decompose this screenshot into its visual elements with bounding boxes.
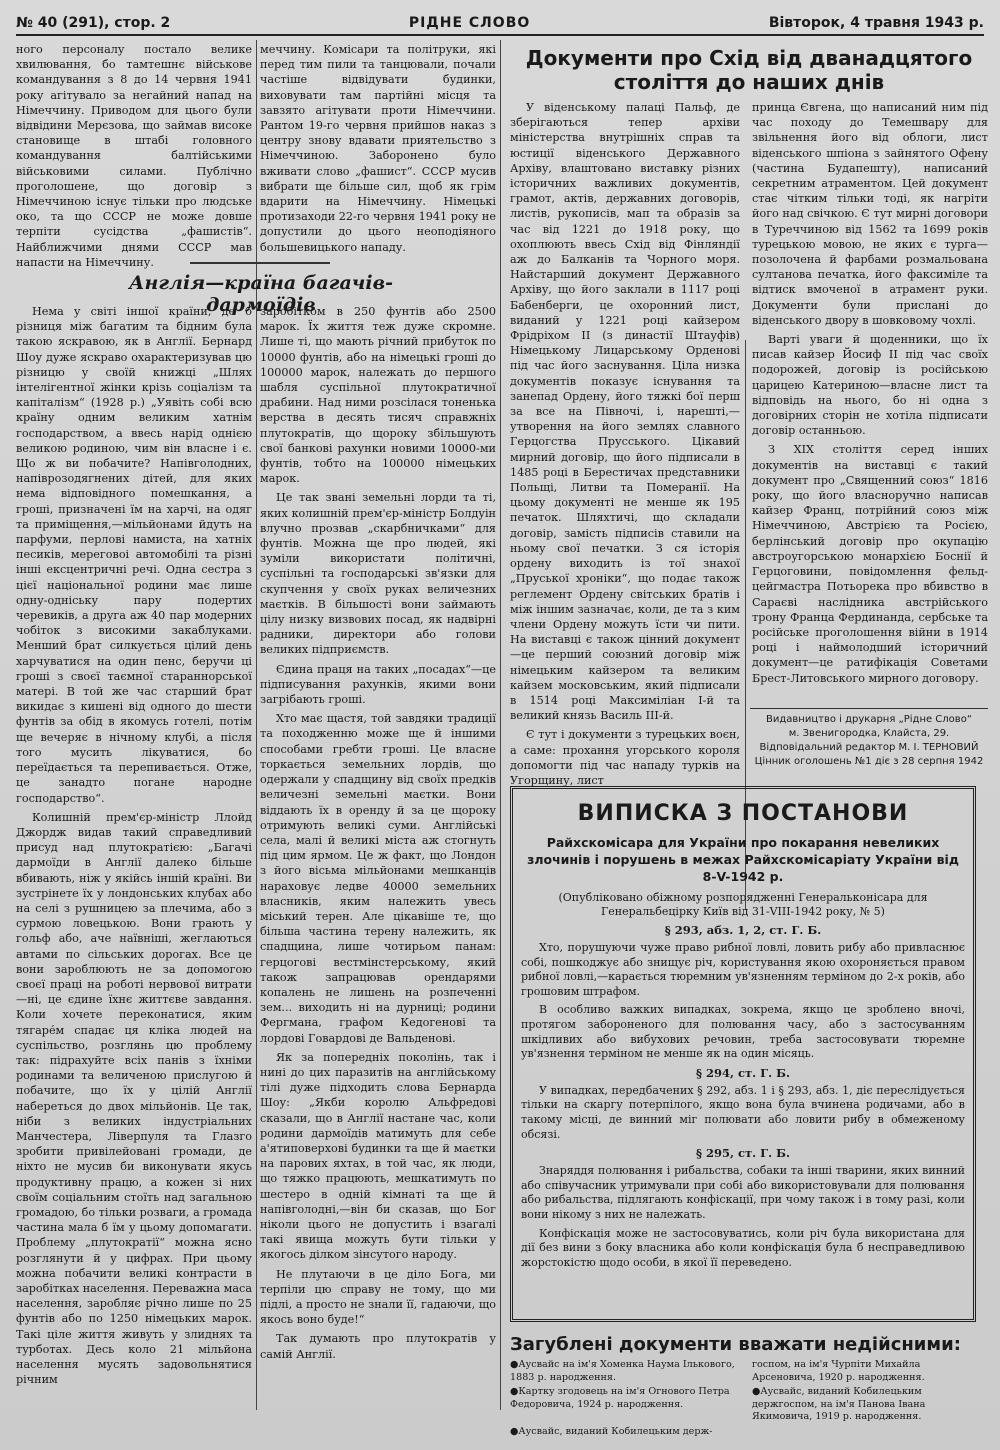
- decree-paragraph: Хто, порушуючи чуже право рибної ловлі, ловить рибу або привласнює собі, пошкоджує або знищує річ, користування якою охороняється правом рибної ловлі,—карається тюремним ув'язненням терміном до 2-х років, або грошовим штрафом.: [521, 941, 965, 998]
- decree-section: § 295, ст. Г. Б.: [696, 1146, 790, 1161]
- column-rule: [256, 40, 257, 1410]
- article-paragraph: Єдина праця на таких „посадах“—це підписування рахунків, якими вони загрібають гроші.: [260, 662, 496, 707]
- divider-ornament: [190, 262, 330, 264]
- column-rule: [500, 40, 501, 1410]
- continued-article-col2: [260, 42, 496, 256]
- article-paragraph: Хто має щастя, той завдяки традиції та походженню може ще й іншими способами гребти гроші. Це власне торкається земельних лордів, що одержали у спадщину від своїх предків величезні земельні маєтки. Вони віддають їх в оренду й за це щороку отримують великі суми. Англійські села, малі й великі міста аж стогнуть під цим ярмом. Це ж факт, що Лондон з його вісьма мільйонами мешканців нараховує ледве 40000 земельних власників, яким належить увесь міський терен. Але цікавіше те, що більша частина терену належить, як спадщина, лише чотирьом панам: герцогові вестмінстерському, який також запрацював орендарями копалень не лишень на розпеченні зем... виходить ні на дурниці; родини Фергмана, графом Кедогенові та лордові Говардові де Вальденові.: [260, 712, 496, 1045]
- article-paragraph: принца Євгена, що написаний ним під час походу до Темешвару для звільнення його від облоги, лист віденського шпіона з зайнятого Офену (частина Будапешту), написаний секретним атраментом. Цей документ стає чітким тільки тоді, як нагріти його над свічкою. Є тут мирні договори в Туреччиною від 1562 та 1699 років турецькою мовою, не яких є турга—позолочена й фарбами розмальована султанова печатка, його факсиміле та відтиск вмоченої в атрамент руки. Документи були прислані до віденського двору в шовковому чохлі.: [752, 101, 988, 327]
- list-item: ●Аусвайс на ім'я Хоменка Наума Ількового, 1883 р. народження.: [510, 1359, 735, 1383]
- decree-section: § 293, абз. 1, 2, ст. Г. Б.: [664, 923, 822, 937]
- continued-article-col1: [16, 42, 252, 269]
- decree-title: ВИПИСКА З ПОСТАНОВИ: [577, 801, 909, 826]
- imprint-line: Цінник оголошень №1 діє з 28 серпня 1942: [754, 756, 984, 767]
- article-paragraph: З XIX століття серед інших документів на виставці є такий документ про „Священний союз“ 1816 року, що його власноручно написав кайзер Франц, потрійний союз між Німеччиною, Австрією та Росією, берлінський договір про окупацію австроугорською монархією Боснії й Герцоговини, повідомлення фельд-цейгмастра Потьорека про вбивство в Сараєві наслідника австрійського трону Франца Фердинанда, сербське та російське проголошення війни в 1914 році і наймолодший історичний документ—це ратифікація Советами Брест-Литовського мирного договору.: [752, 443, 988, 685]
- lost-documents-title: Загублені документи вважати недійсними:: [510, 1334, 961, 1355]
- article-paragraph: Так думають про плутократів у самій Англії.: [260, 1332, 496, 1361]
- lost-documents-section: [510, 1334, 986, 1440]
- decree-paragraph: У випадках, передбачених § 292, абз. 1 і § 293, абз. 1, діє переслідується тільки на скаргу потерпілого, якщо вона була вчинена родичами, або в такому місці, де винний міг полювати або ловити рибу в обмеженому обсязі.: [521, 1083, 965, 1141]
- england-article-col2: [260, 304, 496, 1404]
- article-paragraph: ного персоналу постало велике хвилювання, бо тамтешнє військове командування з 8 до 14 червня 1941 року агітувало за негайний напад на Німеччину. Приводом для цього були відвідини Мерєзова, що займав високе становище в штабі головного командування балтійськими військовими силами. Публічно проголошене, що договір з Німеччиною існує тільки про людське око, та що СССР не може довше терпіти сусідства „фашистів“. Найближчими днями СССР мав напасти на Німеччину.: [16, 43, 252, 269]
- article-paragraph: Варті уваги й щоденники, що їх писав кайзер Йосиф II під час своїх подорожей, договір із російською царицею Катериною—власне лист та відповідь на нього, бо ні одна з договірних сторін не хотіла підписати договір останньою.: [752, 333, 988, 438]
- decree-box: [510, 786, 976, 1322]
- header-issue: № 40 (291), стор. 2: [16, 15, 171, 31]
- documents-article-title: Документи про Схід від дванадцятого століття до наших днів: [525, 46, 973, 94]
- article-paragraph: Це так звані земельні лорди та ті, яких колишній прем'єр-міністр Болдуін влучно прозвав „скарбничками“ для фунтів. Можна ще про людей, які зуміли використати політичні, суспільні та господарські зв'язки для скупчення у своїх руках величезних маєтків. В більшості вони займають цілу низку визвових посад, як надвірні радники, директори або голови великих підприємств.: [260, 491, 496, 657]
- decree-section: § 294, ст. Г. Б.: [696, 1065, 790, 1080]
- article-paragraph: заробітком в 250 фунтів або 2500 марок. Їх життя теж дуже скромне. Лише ті, що мають річний прибуток по 10000 фунтів, або на німецькі гроші до 100000 марок, належать до першого шабля суспільної плутократичної драбини. Над ними розсілася тоненька верства в десять тисяч справжніх плутократів, що щороку збільшують свої банкові рахунки новими 10000-ми фунтів, тобто на 100000 німецьких марок.: [260, 305, 496, 486]
- list-item: ●Картку згодовець на ім'я Огнового Петра Федоровича, 1924 р. народження.: [510, 1386, 730, 1410]
- decree-paragraph: В особливо важких випадках, зокрема, якщо це зроблено вночі, протягом забороненого для полювання часу, або з застосуванням шкідливих або вибухових речовин, треба застосовувати тюремне ув'язнення терміном не менше як на один місяць.: [521, 1003, 965, 1061]
- page-header: [16, 12, 984, 36]
- header-masthead: РІДНЕ СЛОВО: [408, 15, 531, 31]
- imprint-line: Видавництво і друкарня „Рідне Слово“: [766, 714, 972, 725]
- england-article-title: Англія—країна багачів-дармоїдів: [129, 272, 393, 316]
- header-date: Вівторок, 4 травня 1943 р.: [768, 15, 984, 31]
- imprint-line: Відповідальний редактор М. І. ТЕРНОВИЙ: [759, 742, 979, 753]
- decree-note: (Опубліковано обіжному розпорядженні Генеральконісара для Генеральбецірку Київ від 31-VIII-1942 року, № 5): [558, 891, 928, 918]
- decree-paragraph: Конфіскація може не застосовуватись, коли річ була використана для дії без вини з боку власника або коли конфіскація була б несправедливою жорстокістю щодо особи, в якої її переведено.: [521, 1226, 965, 1269]
- lost-documents-list: [510, 1359, 986, 1440]
- article-paragraph: У віденському палаці Пальф, де зберігаються тепер архіви міністерства внутрішніх справ та юстиції віденського Державного Архіву, влаштовано виставку різних історичних важливих документів, грамот, актів, державних договорів, листів, рукописів, мап та образів за час від 1221 до 1918 року, що охоплюють ввесь Схід від Фінляндії аж до Балканів та Чорного моря. Найстарший документ Державного Архіву, що його заклали в 1117 році Бабенберги, це охоронний лист, виданий у 1221 році кайзером Фрідріхом II (з династії Штауфів) Німецькому Лицарському Орденові під час його заснування. Ціла низка документів показує існування та занепад Ордену, його тяжкі бої перш за все на Півночі, і, нарешті,—утворення на його землях славного Герцогства Прусського. Цікавий мирний договір, що його підписали в 1485 році в Берестичах представники Польщі, Литви та Померанії. На цьому документі не менше як 195 печаток. Шляхтичі, що складали договір, замість підписів ставили на ньому свої печатки. З ся історія ордену виходить із тої знахої „Пруської хроніки“, що подає також реглемент Ордену світських братів і між іншим зазначає, коли, де та з ким члени Ордену можуть їсти чи пити. На виставці є також цінний документ—це перший союзний договір між німецьким кайзером та великим кайзем московським, який підписали в 1514 році Максиміліан І-й та великий князь Василь III-й.: [510, 101, 740, 723]
- article-paragraph: Як за попередніх поколінь, так і нині до цих паразитів на англійському тілі дуже підходить слова Бернарда Шоу: „Якби королю Альфредові сказали, що в Англії настане час, коли родини дармоїдів матимуть для себе а'ятиповерхові будинки та ще й маєтки на парових яхтах, в той час, як люди, що тяжко працюють, мешкатимуть по шестеро в одній кімнаті та ще й напівголодні,—він би сказав, що Бог ніколи цього не допустить і взагалі такі явища можуть бути тільки у якогось ділком зінсутого народу.: [260, 1050, 496, 1262]
- article-paragraph: Колишній прем'єр-міністр Ллойд Джордж видав такий справедливий присуд над плутократією: „Багачі дармоїди в Англії далеко більше вбивають, ніж у якійсь іншій країні. Ви зустрінете їх у лондонських клубах або на селі з рушницею за плечима, або з сурмою ловецькою. Вони грають у гольф або, аче наївніші, жеглаються автами по сільських дорогах. Все це вони зароблюють не за допомогою своєї праці на роботі нервової витрати—ні, це єдине їхнє життєве завдання. Коли хочете переконатися, яким тягаре́м спадає ця кліка людей на суспільство, розглянь цю проблему так: підрахуйте всіх панів з їхніми родинами та величеною прислугою й побачите, що їх у цілій Англії набереться до двох мільйонів. Це так, ніби з великих індустріальних Манчестера, Ліверпуля та Глазго зробити привілейовані громади, де ніхто не мусив би виконувати якусь продуктивну працю, а кожен зі них своїм соціальним стоїть над загальною громадою, бо тільки розваги, а громада частина мала б їм у цьому допомагати. Проблему „плутократії“ можна ясно розглянути й у цифрах. При цьому можна побачити великі контрасти в заробітках населення. Переважна маса населення, заробляє річно лише по 25 фунтів або по 1250 німецьких марок. Такі ціле життя живуть у злиднях та турботах. Десь коло 21 мільйона населення мусять задовольнятися річним: [16, 810, 252, 1387]
- article-paragraph: меччину. Комісари та політруки, які перед тим пили та танцювали, почали частіше відвідувати будинки, виховувати там партійні місця та завзято агітувати проти Німеччини. Рантом 19-го червня прийшов наказ з центру знову вдавати приятельство з Німеччиною. Заборонено було вживати слово „фашист“. СССР мусив вибрати ще більше сил, щоб як грім вдарити на Німеччину. Німецькі протизаходи 22-го червня 1941 року не допустили до цього неоподіяного большевицького нападу.: [260, 43, 496, 254]
- article-paragraph: Нема у світі іншої країни, де б різниця між багатим та бідним була такою яскравою, як в Англії. Бернард Шоу дуже яскраво охарактеризував цю різницю у своїй книжці „Шлях інтелігентної жінки крізь соціалізм та капіталізм“ (1928 р.) „Уявіть собі всю країну одним великим хатнім господарством, а ввесь нарід однією великою родиною, чим він власне і є. Що ж ви побачите? Напівголодних, напіврозодягнених дітей, для яких нема відповідного помешкання, а гроші, призначені їм на харчі, на одяг та приміщення,—мільйонами йдуть на парфуми, перлові намиста, на хатніх песиків, мереговоі автомобілі та різні інші ексцентричні речі. Одна сестра з цієї національної родини має лише одну-одніську пару подертих черевиків, а друга аж 40 пар модерних чобіток з високими закаблуками. Менший брат силкується цілий день харчуватися на один пенс, беручи ці гроші з своєї таємної стараннорської матері. В той же час старший брат викидає з кишені від одного до шести фунтів за обід в якомусь готелі, потім ще вечеряє в нічному клубі, а після того мусить лікуватися, бо переїдається та перепивається. Отже, це занадто погане народне господарство“.: [16, 305, 252, 805]
- documents-article-col2: [752, 100, 988, 700]
- documents-article-col1: [510, 100, 740, 787]
- decree-paragraph: Знаряддя полювання і рибальства, собаки та інші тварини, яких винний або співучасник утримували при собі або використовували для полювання або рибальства, підлягають конфіскації, при чому також і в тому разі, коли вони нікому з них не належать.: [521, 1164, 965, 1221]
- article-paragraph: Не плутаючи в це діло Бога, ми терпіли цю справу не тому, що ми підлі, а просто не знали її, гадаючи, що якось воно буде!“: [260, 1267, 496, 1327]
- decree-subtitle: Райхскомісара для України про покарання невеликих злочинів і порушень в межах Райхскомісаріату України від 8-V-1942 р.: [527, 835, 959, 884]
- england-article-col1: [16, 304, 252, 1404]
- imprint-line: м. Звенигородка, Клайста, 29.: [788, 728, 950, 739]
- publisher-imprint: [750, 708, 988, 769]
- list-item: ●Аусвайс, виданий Кобилецьким держ-: [510, 1425, 713, 1437]
- list-item: госпом, на ім'я Чурпіти Михайла Арсеновича, 1920 р. народження.: [752, 1359, 925, 1383]
- list-item: ●Аусвайс, виданий Кобилецьким держгоспом, на ім'я Панова Івана Якимовича, 1919 р. народження.: [752, 1386, 926, 1422]
- article-paragraph: Є тут і документи з турецьких воєн, а саме: прохання угорського короля допомогти під час нападу турків на Угорщину, лист: [510, 728, 740, 787]
